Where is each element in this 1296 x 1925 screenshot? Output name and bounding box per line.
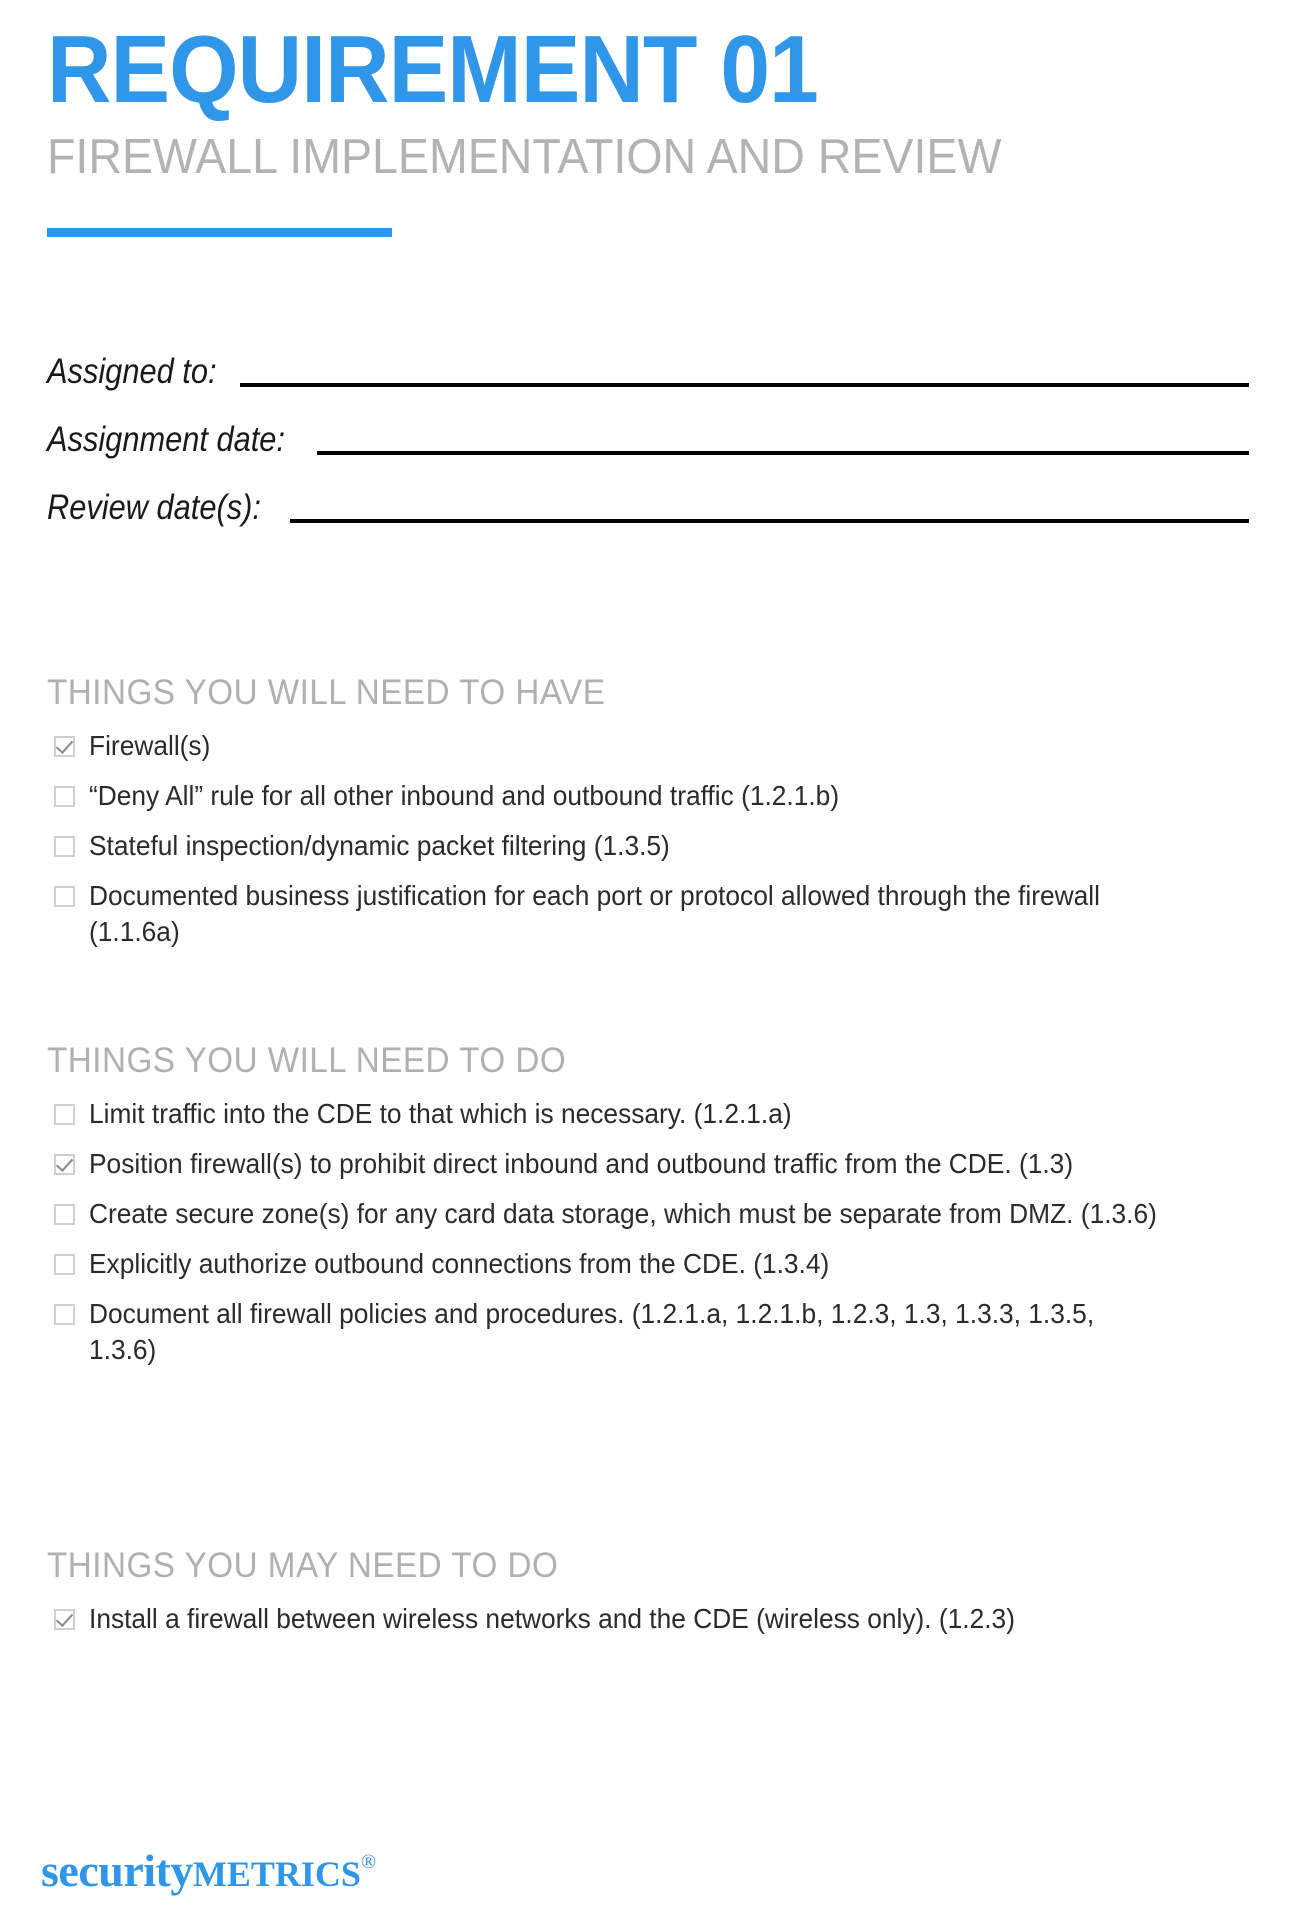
review-dates-label: Review date(s): <box>47 488 261 527</box>
list-item[interactable] <box>47 728 1252 764</box>
assigned-to-label: Assigned to: <box>47 352 217 391</box>
list-item[interactable] <box>47 878 1252 950</box>
list-item[interactable] <box>47 1196 1252 1232</box>
page-header <box>47 18 1227 186</box>
section-things-may-need-to-do <box>47 1545 1252 1651</box>
checklist <box>47 1096 1252 1368</box>
form-row-review-dates <box>47 483 1249 529</box>
section-title: THINGS YOU WILL NEED TO HAVE <box>47 673 606 712</box>
assignment-date-label: Assignment date: <box>47 420 285 459</box>
list-item[interactable] <box>47 1246 1252 1282</box>
page-title: REQUIREMENT 01 <box>47 16 818 123</box>
title-underline-rule <box>47 228 392 237</box>
assignment-form <box>47 347 1249 551</box>
section-things-to-have <box>47 672 1252 964</box>
review-dates-input-line[interactable] <box>290 519 1249 523</box>
section-title: THINGS YOU MAY NEED TO DO <box>47 1546 559 1585</box>
checkbox-checked-icon[interactable] <box>54 1609 75 1630</box>
checklist <box>47 1601 1252 1637</box>
logo-secondary-text: METRICS <box>192 1854 361 1894</box>
checkbox-empty-icon[interactable] <box>54 886 75 907</box>
checkbox-checked-icon[interactable] <box>54 1154 75 1175</box>
list-item-label: Create secure zone(s) for any card data storage, which must be separate from DMZ. (1.3.6) <box>89 1198 1157 1229</box>
list-item-label: Explicitly authorize outbound connections from the CDE. (1.3.4) <box>89 1248 830 1279</box>
checklist <box>47 728 1252 950</box>
checkbox-empty-icon[interactable] <box>54 786 75 807</box>
list-item[interactable] <box>47 1296 1252 1368</box>
list-item-label: Position firewall(s) to prohibit direct inbound and outbound traffic from the CDE. (1.3) <box>89 1148 1074 1179</box>
list-item-label: Document all firewall policies and procedures. (1.2.1.a, 1.2.1.b, 1.2.3, 1.3, 1.3.3, 1.3.5, 1.3.6) <box>89 1298 1095 1365</box>
list-item-label: “Deny All” rule for all other inbound and outbound traffic (1.2.1.b) <box>89 780 840 811</box>
assigned-to-input-line[interactable] <box>240 383 1249 387</box>
form-row-assignment-date <box>47 415 1249 461</box>
list-item[interactable] <box>47 778 1252 814</box>
logo-primary-text: security <box>41 1845 193 1896</box>
form-row-assigned-to <box>47 347 1249 393</box>
list-item-label: Limit traffic into the CDE to that which is necessary. (1.2.1.a) <box>89 1098 792 1129</box>
list-item[interactable] <box>47 1601 1252 1637</box>
checkbox-checked-icon[interactable] <box>54 736 75 757</box>
securitymetrics-logo <box>41 1845 377 1896</box>
list-item-label: Install a firewall between wireless networks and the CDE (wireless only). (1.2.3) <box>89 1603 1015 1634</box>
checkbox-empty-icon[interactable] <box>54 1304 75 1325</box>
section-things-to-do <box>47 1040 1252 1382</box>
list-item-label: Stateful inspection/dynamic packet filtering (1.3.5) <box>89 830 670 861</box>
checkbox-empty-icon[interactable] <box>54 1104 75 1125</box>
section-title: THINGS YOU WILL NEED TO DO <box>47 1041 567 1080</box>
list-item[interactable] <box>47 1146 1252 1182</box>
list-item-label: Documented business justification for each port or protocol allowed through the firewall (1.1.6a) <box>89 880 1100 947</box>
list-item-label: Firewall(s) <box>89 730 211 761</box>
assignment-date-input-line[interactable] <box>317 451 1249 455</box>
checkbox-empty-icon[interactable] <box>54 1254 75 1275</box>
footer <box>41 1845 377 1896</box>
list-item[interactable] <box>47 1096 1252 1132</box>
checkbox-empty-icon[interactable] <box>54 836 75 857</box>
page-subtitle: FIREWALL IMPLEMENTATION AND REVIEW <box>47 130 1002 184</box>
list-item[interactable] <box>47 828 1252 864</box>
checkbox-empty-icon[interactable] <box>54 1204 75 1225</box>
registered-trademark-icon: ® <box>360 1851 377 1873</box>
